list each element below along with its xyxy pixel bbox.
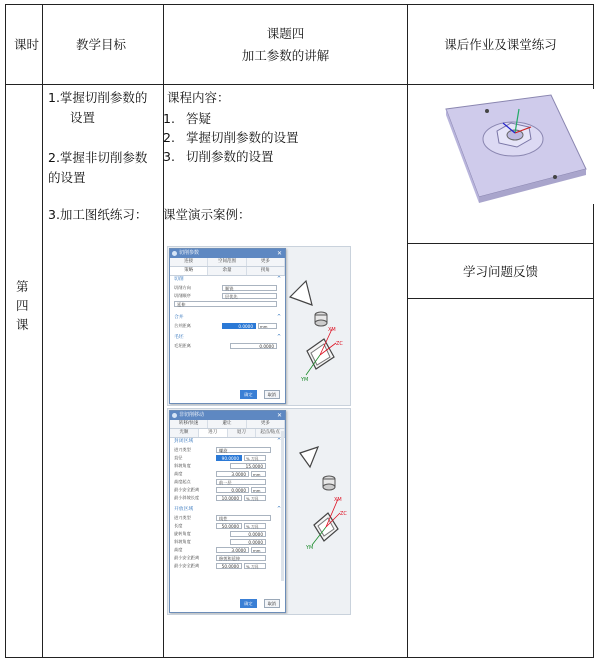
goal-2-line1: 2.掌握非切削参数	[48, 150, 148, 165]
header-homework: 课后作业及课堂练习	[444, 37, 557, 52]
screenshot-cutting-params	[167, 246, 351, 406]
tab-more[interactable]: 更多	[247, 420, 285, 428]
cut-direction-row: 切削方向 顺铣	[170, 284, 285, 292]
open-height-input[interactable]: 3.0000	[216, 547, 249, 553]
cut-order-row: 切削顺序 层优先	[170, 292, 285, 300]
table-col-divider-2	[163, 4, 164, 658]
table-border-left	[5, 4, 6, 658]
closed-min-ramp-unit[interactable]: % 刀具	[244, 495, 266, 501]
closed-row: 进刀类型 螺旋	[170, 446, 285, 454]
cutting-tabs-row2	[170, 267, 285, 276]
tab-transfer[interactable]: 转移/快速	[170, 420, 208, 428]
tool-triangle-icon	[290, 281, 312, 305]
closed-row: 斜坡角度 15.0000	[170, 462, 285, 470]
table-border-bottom	[5, 657, 594, 658]
noncutting-title-bar	[170, 411, 285, 420]
part-3d-render	[441, 89, 594, 204]
noncutting-dialog-buttons	[238, 590, 280, 609]
merge-unit-select[interactable]: mm	[258, 323, 277, 329]
tab-corner[interactable]: 拐角	[247, 267, 285, 275]
zc-label: ZC	[340, 511, 347, 517]
cut-order-select[interactable]: 层优先	[222, 293, 277, 299]
header-topic-line1: 课题四	[266, 26, 305, 41]
section-blank[interactable]: 毛坯 ^	[174, 335, 281, 340]
dialog-gear-icon	[172, 251, 177, 256]
header-goals: 教学目标	[76, 37, 127, 52]
closed-height-unit[interactable]: mm	[251, 471, 266, 477]
tab-connect[interactable]: 连接	[170, 258, 208, 266]
tab-stock[interactable]: 余量	[208, 267, 246, 275]
goal-1-line2: 设置	[70, 110, 96, 125]
open-engage-type-select[interactable]: 线性	[216, 515, 271, 521]
header-topic-line2: 加工参数的讲解	[241, 48, 330, 63]
open-length-unit[interactable]: % 刀具	[244, 523, 266, 529]
section-closed-area[interactable]: 封闭区域 ^	[174, 439, 281, 444]
content-item-1-text: 答疑	[186, 111, 212, 126]
ym-label: YM	[306, 545, 314, 551]
feedback-title: 学习问题反馈	[462, 264, 538, 279]
extend-row	[170, 300, 285, 308]
closed-height-input[interactable]: 3.0000	[216, 471, 249, 477]
extend-section-collapsed[interactable]: 延伸	[174, 301, 277, 307]
closed-min-clearance-input[interactable]: 0.0000	[216, 487, 249, 493]
open-clearance-select[interactable]: 修剪和延伸	[216, 555, 266, 561]
noncutting-dialog	[169, 410, 286, 613]
open-min-clearance-input[interactable]: 50.0000	[216, 563, 242, 569]
content-item-1-num: 1.	[163, 111, 175, 126]
tab-smooth[interactable]: 光顺	[170, 429, 199, 437]
cancel-button[interactable]: 取消	[264, 599, 280, 608]
content-item-3-num: 3.	[163, 149, 175, 164]
cutting-params-title-bar	[170, 249, 285, 258]
noncutting-title: 非切削移动	[179, 412, 205, 418]
open-row: 最小安全距离 修剪和延伸	[170, 554, 285, 562]
xm-label: XM	[328, 327, 336, 333]
goal-2-line2: 的设置	[48, 170, 86, 185]
model-view-2	[284, 409, 350, 614]
model-view-1	[284, 247, 350, 405]
cut-direction-select[interactable]: 顺铣	[222, 285, 277, 291]
open-row: 高度 3.0000 mm	[170, 546, 285, 554]
content-heading: 课程内容：	[167, 90, 230, 105]
closed-min-ramp-input[interactable]: 10.0000	[216, 495, 242, 501]
open-ramp-angle-input[interactable]: 0.0000	[230, 539, 266, 545]
tab-strategy[interactable]: 策略	[170, 267, 208, 275]
merge-distance-input[interactable]: 0.0000	[222, 323, 256, 329]
cancel-button[interactable]: 取消	[264, 390, 280, 399]
cutting-params-title: 切削参数	[179, 250, 200, 256]
goal-1-line1: 1.掌握切削参数的	[48, 90, 148, 105]
table-col-divider-1	[42, 4, 43, 658]
homework-divider-1	[407, 243, 594, 244]
closed-height-from-select[interactable]: 前一层	[216, 479, 266, 485]
tool-triangle-icon	[300, 447, 318, 467]
close-icon[interactable]: ✕	[276, 250, 282, 257]
closed-ramp-angle-input[interactable]: 15.0000	[230, 463, 266, 469]
open-row: 长度 50.0000 % 刀具	[170, 522, 285, 530]
cutting-dialog-buttons	[238, 381, 280, 400]
blank-distance-input[interactable]: 0.0000	[230, 343, 277, 349]
dialog-gear-icon	[172, 413, 177, 418]
ok-button[interactable]: 确定	[240, 599, 256, 608]
ym-label: YM	[301, 377, 309, 383]
section-cut[interactable]: 切削 ^	[174, 277, 281, 282]
closed-row: 高度起点 前一层	[170, 478, 285, 486]
tab-retract[interactable]: 退刀	[228, 429, 257, 437]
closed-row: 最小安全距离 0.0000 mm	[170, 486, 285, 494]
screenshot-noncutting-moves	[167, 408, 351, 615]
blank-distance-row: 毛坯距离 0.0000	[170, 342, 285, 350]
content-item-2-text: 掌握切削参数的设置	[186, 130, 299, 145]
section-merge[interactable]: 合并 ^	[174, 315, 281, 320]
header-lesson: 课时	[14, 37, 40, 52]
tab-space-range[interactable]: 空间范围	[208, 258, 246, 266]
open-row: 旋转角度 0.0000	[170, 530, 285, 538]
closed-min-clearance-unit[interactable]: mm	[251, 487, 266, 493]
zc-label: ZC	[336, 341, 343, 347]
merge-distance-row: 合并距离 0.0000 mm	[170, 322, 285, 330]
cutting-tabs-row1	[170, 258, 285, 267]
xm-label: XM	[334, 497, 342, 503]
open-length-input[interactable]: 50.0000	[216, 523, 242, 529]
tab-more[interactable]: 更多	[247, 258, 285, 266]
closed-diameter-unit[interactable]: % 刀具	[244, 455, 266, 461]
tab-engage[interactable]: 进刀	[199, 429, 228, 437]
lesson-char-2: 四	[16, 298, 29, 313]
goal-3: 3.加工图纸练习：	[48, 207, 148, 222]
open-min-clearance-unit[interactable]: % 刀具	[244, 563, 266, 569]
table-header-divider	[5, 84, 594, 85]
table-border-top	[5, 4, 594, 5]
closed-diameter-input[interactable]: 90.0000	[216, 455, 242, 461]
demo-heading: 课堂演示案例：	[163, 207, 251, 222]
noncutting-tabs-row1	[170, 420, 285, 429]
tab-start-point[interactable]: 起点/钻点	[256, 429, 285, 437]
content-item-3-text: 切削参数的设置	[186, 149, 274, 164]
closed-row: 直径 90.0000 % 刀具	[170, 454, 285, 462]
cutting-params-dialog	[169, 248, 286, 404]
closed-row: 高度 3.0000 mm	[170, 470, 285, 478]
open-row: 进刀类型 线性	[170, 514, 285, 522]
open-row: 斜坡角度 0.0000	[170, 538, 285, 546]
lesson-char-3: 课	[16, 317, 29, 332]
content-item-2-num: 2.	[163, 130, 175, 145]
open-height-unit[interactable]: mm	[251, 547, 266, 553]
closed-engage-type-select[interactable]: 螺旋	[216, 447, 271, 453]
lesson-char-1: 第	[16, 279, 29, 294]
noncutting-tabs-row2	[170, 429, 285, 438]
open-rotation-input[interactable]: 0.0000	[230, 531, 266, 537]
homework-divider-2	[407, 298, 594, 299]
close-icon[interactable]: ✕	[276, 412, 282, 419]
table-col-divider-3	[407, 4, 408, 658]
section-open-area[interactable]: 开放区域 ^	[174, 507, 281, 512]
tab-avoid[interactable]: 避让	[208, 420, 246, 428]
closed-row: 最小斜坡长度 10.0000 % 刀具	[170, 494, 285, 502]
open-row: 最小安全距离 50.0000 % 刀具	[170, 562, 285, 570]
ok-button[interactable]: 确定	[240, 390, 256, 399]
